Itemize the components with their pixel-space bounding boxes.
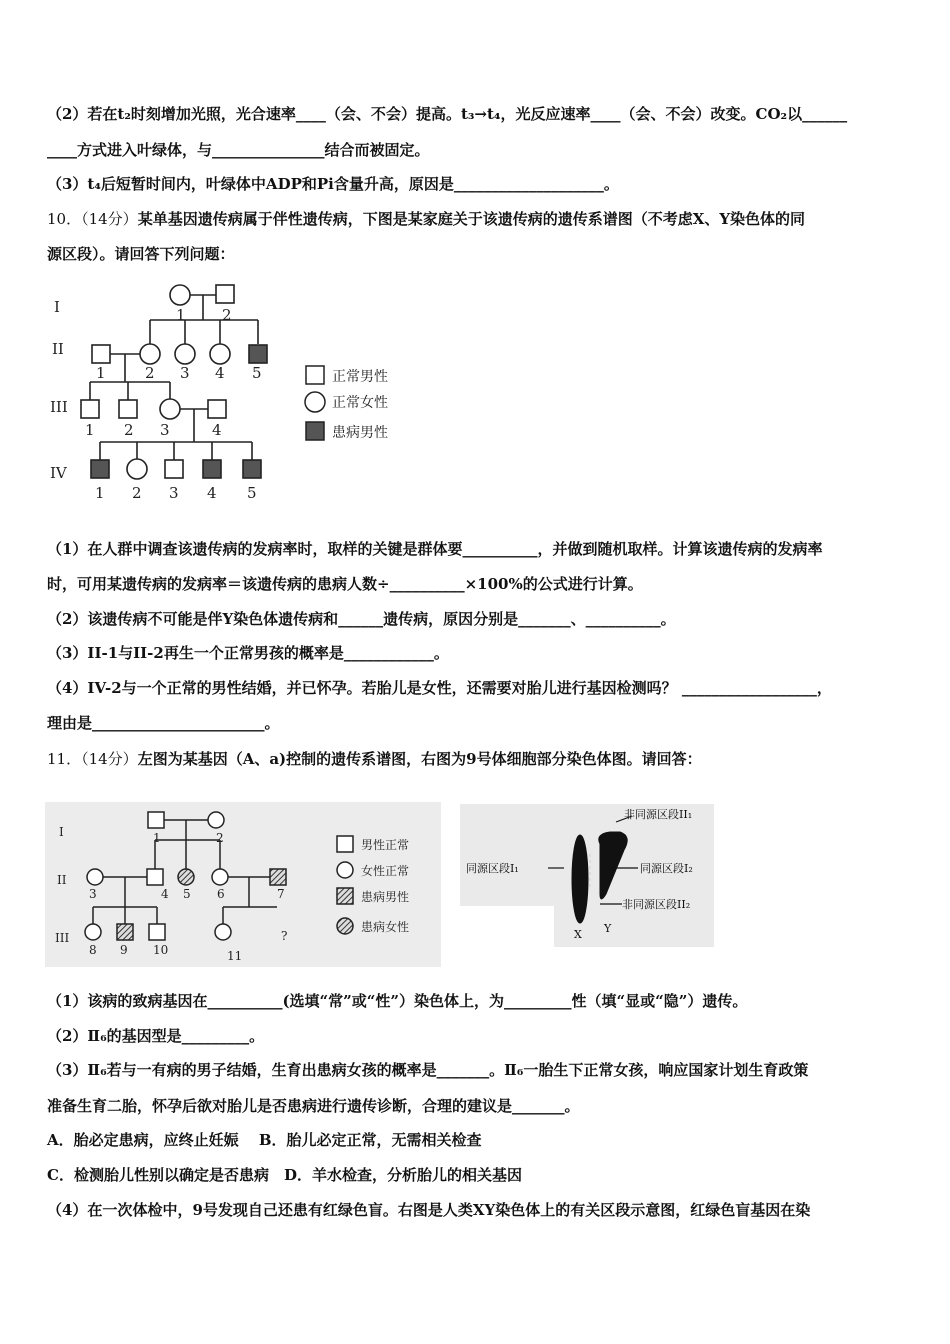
chrom-label: X <box>574 928 582 941</box>
text-line: C．检测胎儿性别以确定是否患病 D．羊水检查，分析胎儿的相关基因 <box>47 1166 522 1184</box>
individual-number: 9 <box>120 943 128 957</box>
individual-number: 1 <box>95 484 105 502</box>
text-line: （2）Ⅱ₆的基因型是_________。 <box>47 1027 265 1045</box>
individual-number: 2 <box>132 484 142 502</box>
individual-number: 1 <box>85 421 95 439</box>
pedigree-figure-q11 <box>45 802 441 967</box>
xy-chromosome-figure <box>460 804 714 947</box>
legend-label: 正常女性 <box>332 395 388 411</box>
individual-number: 10 <box>153 943 169 957</box>
individual-number: 2 <box>124 421 134 439</box>
question-11-number: 11．（14分） <box>47 750 138 768</box>
individual-number: 1 <box>96 364 106 382</box>
individual-number: 11 <box>227 949 243 963</box>
individual-number: 5 <box>252 364 262 382</box>
text-line: （2）若在t₂时刻增加光照，光合速率____（会、不会）提高。t₃→t₄，光反应速率____（会、不会）改变。CO₂以______ <box>47 105 848 123</box>
individual-number: 3 <box>169 484 179 502</box>
chrom-label: 非同源区段II₁ <box>624 808 693 821</box>
individual-number: 1 <box>153 831 161 845</box>
individual-number: 2 <box>216 831 224 845</box>
text-line: 理由是_______________________。 <box>47 714 280 732</box>
individual-number: 6 <box>217 887 225 901</box>
individual-number: 5 <box>247 484 257 502</box>
gen-label: II <box>57 873 67 887</box>
text-line: 准备生育二胎，怀孕后欲对胎儿是否患病进行遗传诊断，合理的建议是_______。 <box>47 1097 580 1115</box>
individual-number: 7 <box>277 887 285 901</box>
question-10-line <box>47 209 805 229</box>
legend-q10 <box>302 360 442 450</box>
individual-number: 4 <box>212 421 222 439</box>
text-line: （3）t₄后短暂时间内，叶绿体中ADP和Pi含量升高，原因是____________________。 <box>47 175 619 193</box>
question-11-stem: 左图为某基因（A、a)控制的遗传系谱图，右图为9号体细胞部分染色体图。请回答： <box>137 750 702 768</box>
individual-number: 4 <box>161 887 169 901</box>
individual-number: 3 <box>180 364 190 382</box>
individual-number: 1 <box>176 306 186 324</box>
text-line: （3）II-1与II-2再生一个正常男孩的概率是____________。 <box>47 644 449 662</box>
text-line: （1）在人群中调查该遗传病的发病率时，取样的关键是群体要__________，并做到随机取样。计算该遗传病的发病率 <box>47 540 823 558</box>
chrom-label: 非同源区段II₂ <box>622 898 691 911</box>
gen-label: III <box>50 398 68 416</box>
individual-number: 2 <box>222 306 232 324</box>
question-11-line <box>47 749 702 769</box>
text-line: （2）该遗传病不可能是伴Y染色体遗传病和______遗传病，原因分别是_______、__________。 <box>47 610 676 628</box>
chrom-label: Y <box>604 922 612 935</box>
gen-label: II <box>52 340 64 358</box>
question-10-stem: 某单基因遗传病属于伴性遗传病，下图是某家庭关于该遗传病的遗传系谱图（不考虑X、Y染色体的同 <box>137 210 806 228</box>
gen-label: I <box>54 298 60 316</box>
legend-label: 患病男性 <box>361 890 410 904</box>
text-line: 源区段）。请回答下列问题： <box>47 245 235 263</box>
chrom-label: 同源区段I₂ <box>640 862 693 875</box>
question-10-number: 10．（14分） <box>47 210 138 228</box>
individual-number: 8 <box>89 943 97 957</box>
individual-number: 4 <box>215 364 225 382</box>
legend-label: 女性正常 <box>361 864 410 878</box>
text-line: ____方式进入叶绿体，与_______________结合而被固定。 <box>47 141 430 159</box>
individual-number: 3 <box>89 887 97 901</box>
individual-number: ? <box>281 929 288 943</box>
text-line: A．胎必定患病，应终止妊娠 B．胎儿必定正常，无需相关检查 <box>47 1131 482 1149</box>
gen-label: III <box>55 931 70 945</box>
individual-number: 2 <box>145 364 155 382</box>
legend-label: 患病男性 <box>332 425 388 441</box>
text-line: （3）Ⅱ₆若与一有病的男子结婚，生育出患病女孩的概率是_______。Ⅱ₆一胎生下正常女孩，响应国家计划生育政策 <box>47 1061 809 1079</box>
chrom-label: 同源区段I₁ <box>466 862 519 875</box>
legend-label: 男性正常 <box>361 838 410 852</box>
gen-label: IV <box>50 464 67 482</box>
individual-number: 3 <box>160 421 170 439</box>
individual-number: 4 <box>207 484 217 502</box>
legend-label: 正常男性 <box>332 369 388 385</box>
gen-label: I <box>59 825 64 839</box>
text-line: 时，可用某遗传病的发病率＝该遗传病的患病人数÷__________×100%的公式进行计算。 <box>47 575 643 593</box>
legend-label: 患病女性 <box>361 920 410 934</box>
text-line: （1）该病的致病基因在__________(选填“常”或“性”）染色体上，为_________性（填“显或“隐”）遗传。 <box>47 992 748 1010</box>
individual-number: 5 <box>183 887 191 901</box>
text-line: （4）在一次体检中，9号发现自己还患有红绿色盲。右图是人类XY染色体上的有关区段示意图，红绿色盲基因在染 <box>47 1201 811 1219</box>
text-line: （4）IV-2与一个正常的男性结婚，并已怀孕。若胎儿是女性，还需要对胎儿进行基因检测吗？ __________________， <box>47 679 832 697</box>
